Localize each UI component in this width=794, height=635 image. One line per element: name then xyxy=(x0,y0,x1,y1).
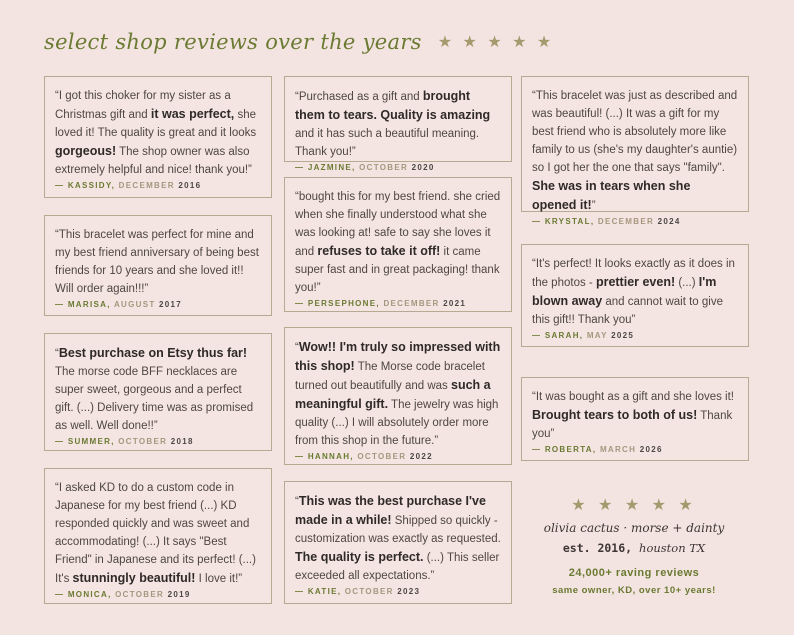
review-text xyxy=(295,188,501,297)
signature-dash: — xyxy=(55,437,68,446)
review-signature: — SARAH, MAY 2025 xyxy=(532,331,635,340)
review-month: AUGUST xyxy=(113,300,160,309)
review-text-segment: Thank you” xyxy=(532,410,733,440)
review-year: 2025 xyxy=(611,331,635,340)
review-card xyxy=(284,76,512,172)
review-text xyxy=(532,255,738,329)
review-card xyxy=(284,327,512,465)
review-card xyxy=(44,76,272,198)
review-text-segment: The shop owner was also extremely helpful and nice! thank you!” xyxy=(55,146,252,176)
review-text-segment: “Purchased as a gift and xyxy=(295,91,423,103)
review-signature: — KRYSTAL, DECEMBER 2024 xyxy=(532,217,681,226)
review-card xyxy=(521,377,749,461)
reviewer-name: KATIE xyxy=(307,587,338,596)
review-signature: — KATIE, OCTOBER 2023 xyxy=(295,587,421,596)
review-signature: — JAZMINE, OCTOBER 2020 xyxy=(295,163,435,172)
review-text-segment: “ xyxy=(295,496,299,508)
reviewer-name: MONICA xyxy=(67,590,109,599)
review-month: DECEMBER xyxy=(383,299,444,308)
reviewer-name: SUMMER xyxy=(67,437,112,446)
signature-dash: — xyxy=(532,217,545,226)
review-card xyxy=(284,481,512,604)
review-signature: — ROBERTA, MARCH 2026 xyxy=(532,445,663,454)
review-highlight: refuses to take it off! xyxy=(317,244,441,258)
review-year: 2026 xyxy=(639,445,663,454)
signature-dash: — xyxy=(55,181,68,190)
review-year: 2016 xyxy=(178,181,202,190)
signature-dash: — xyxy=(532,445,545,454)
review-text-segment: “bought this for my best friend. she cried when she finally understood what she was looking at! safe to say she loves it and xyxy=(295,191,501,258)
review-month: DECEMBER xyxy=(118,181,179,190)
signature-dash: — xyxy=(55,300,68,309)
review-month: MAY xyxy=(586,331,612,340)
review-highlight: such a meaningful gift. xyxy=(295,378,491,411)
review-signature: — MONICA, OCTOBER 2019 xyxy=(55,590,191,599)
review-text-segment: (...) This seller exceeded all expectations.” xyxy=(295,552,500,582)
review-year: 2024 xyxy=(657,217,681,226)
raving-reviews-count: 24,000+ raving reviews xyxy=(568,567,700,579)
review-text-segment: The morse code BFF necklaces are super sweet, gorgeous and a perfect gift. (...) Delivery time was as promised as well. Well done!!” xyxy=(55,366,254,432)
review-text xyxy=(55,479,261,588)
review-signature: — SUMMER, OCTOBER 2018 xyxy=(55,437,194,446)
established-year: est. 2016, xyxy=(562,541,633,555)
page-header xyxy=(44,30,554,54)
review-text xyxy=(532,87,738,215)
review-text-segment: Shipped so quickly - customization was exactly as requested. xyxy=(295,515,501,545)
review-highlight: Best purchase on Etsy thus far! xyxy=(58,346,248,360)
review-month: OCTOBER xyxy=(359,163,412,172)
review-text-segment: “This bracelet was perfect for mine and my best friend anniversary of being best friends for 10 years and she loved it!! Will order again!!!” xyxy=(55,229,259,295)
review-year: 2022 xyxy=(409,452,433,461)
review-signature: — KASSIDY, DECEMBER 2016 xyxy=(55,181,202,190)
review-year: 2019 xyxy=(167,590,191,599)
review-highlight: Wow!! I'm truly so impressed with this shop! xyxy=(295,340,501,373)
review-text xyxy=(295,492,501,585)
signature-dash: — xyxy=(295,163,308,172)
reviewer-name: KRYSTAL xyxy=(544,217,591,226)
review-card xyxy=(44,215,272,316)
review-signature: — PERSEPHONE, DECEMBER 2021 xyxy=(295,299,467,308)
review-card xyxy=(521,244,749,347)
review-card xyxy=(44,468,272,604)
review-text-segment: I love it!” xyxy=(195,573,243,585)
review-card xyxy=(284,177,512,312)
review-month: MARCH xyxy=(599,445,640,454)
reviewer-name: PERSEPHONE xyxy=(307,299,377,308)
reviewer-name: MARISA xyxy=(67,300,108,309)
review-year: 2017 xyxy=(159,300,183,309)
review-signature: — MARISA, AUGUST 2017 xyxy=(55,300,183,309)
review-text xyxy=(55,226,261,298)
review-text-segment: The jewelry was high quality (...) I will absolutely order more from this shop in the future.” xyxy=(295,399,499,447)
review-highlight: The quality is perfect. xyxy=(295,550,424,564)
review-text-segment: “It was bought as a gift and she loves it! xyxy=(532,391,735,403)
review-highlight: brought them to tears. Quality is amazing xyxy=(295,89,491,122)
brand-block xyxy=(520,495,748,596)
review-text-segment: she loved it! The quality is great and it looks xyxy=(55,109,257,139)
review-text xyxy=(55,87,261,179)
review-highlight: I'm blown away xyxy=(532,275,717,308)
review-month: OCTOBER xyxy=(357,452,410,461)
review-text xyxy=(295,338,501,450)
review-highlight: Brought tears to both of us! xyxy=(532,408,698,422)
review-text xyxy=(55,344,261,435)
review-highlight: This was the best purchase I've made in a while! xyxy=(295,494,486,527)
review-text-segment: and it has such a beautiful meaning. Thank you!” xyxy=(295,128,480,158)
review-text-segment: it came super fast and in great packaging! thank you!” xyxy=(295,246,500,294)
review-highlight: prettier even! xyxy=(595,275,676,289)
review-text-segment: “ xyxy=(55,348,59,360)
review-year: 2021 xyxy=(443,299,467,308)
review-highlight: it was perfect, xyxy=(150,107,235,121)
review-year: 2018 xyxy=(170,437,194,446)
review-text xyxy=(532,388,738,443)
review-text-segment: and cannot wait to give this gift!! Thank you” xyxy=(532,296,723,326)
signature-dash: — xyxy=(295,587,308,596)
review-year: 2020 xyxy=(411,163,435,172)
brand-names: olivia cactus · morse + dainty xyxy=(543,521,725,535)
signature-dash: — xyxy=(532,331,545,340)
review-month: OCTOBER xyxy=(118,437,171,446)
review-highlight: She was in tears when she opened it! xyxy=(532,179,691,212)
review-text-segment: “ xyxy=(295,342,299,354)
reviewer-name: HANNAH xyxy=(307,452,351,461)
signature-dash: — xyxy=(55,590,68,599)
review-text-segment: (...) xyxy=(675,277,699,289)
brand-rating-stars-icon: ★ ★ ★ ★ ★ xyxy=(571,497,697,514)
review-text-segment: “I got this choker for my sister as a Christmas gift and xyxy=(55,90,231,121)
review-card xyxy=(44,333,272,451)
review-text xyxy=(295,87,501,161)
review-text-segment: ” xyxy=(591,200,596,212)
review-signature: — HANNAH, OCTOBER 2022 xyxy=(295,452,433,461)
brand-established xyxy=(520,541,748,555)
review-highlight: gorgeous! xyxy=(55,144,117,158)
signature-dash: — xyxy=(295,452,308,461)
reviewer-name: SARAH xyxy=(544,331,580,340)
brand-city: houston TX xyxy=(639,541,706,555)
review-text-segment: “This bracelet was just as described and was beautiful! (...) It was a gift for my best friend who is absolutely more like family to us (she's my daughter's auntie) so I got her the one that says "family". xyxy=(532,90,738,174)
signature-dash: — xyxy=(295,299,308,308)
review-text-segment: The Morse code bracelet turned out beautifully and was xyxy=(295,361,485,392)
review-month: OCTOBER xyxy=(344,587,398,596)
rating-stars-icon: ★ ★ ★ ★ ★ xyxy=(437,34,555,51)
review-highlight: stunningly beautiful! xyxy=(72,571,196,585)
reviewer-name: JAZMINE xyxy=(307,163,353,172)
review-month: DECEMBER xyxy=(597,217,658,226)
reviewer-name: ROBERTA xyxy=(544,445,593,454)
review-text-segment: “It's perfect! It looks exactly as it does in the photos - xyxy=(532,258,735,289)
page-title: select shop reviews over the years xyxy=(44,30,422,54)
reviewer-name: KASSIDY xyxy=(67,181,112,190)
owner-note: same owner, KD, over 10+ years! xyxy=(552,585,716,596)
review-year: 2023 xyxy=(397,587,421,596)
review-text-segment: “I asked KD to do a custom code in Japanese for my best friend (...) KD responded quickly and was sweet and accommodating! (...) It says "Best Friend" in Japanese and its perfect! (...) It's xyxy=(55,482,256,585)
review-card xyxy=(521,76,749,226)
review-month: OCTOBER xyxy=(115,590,168,599)
